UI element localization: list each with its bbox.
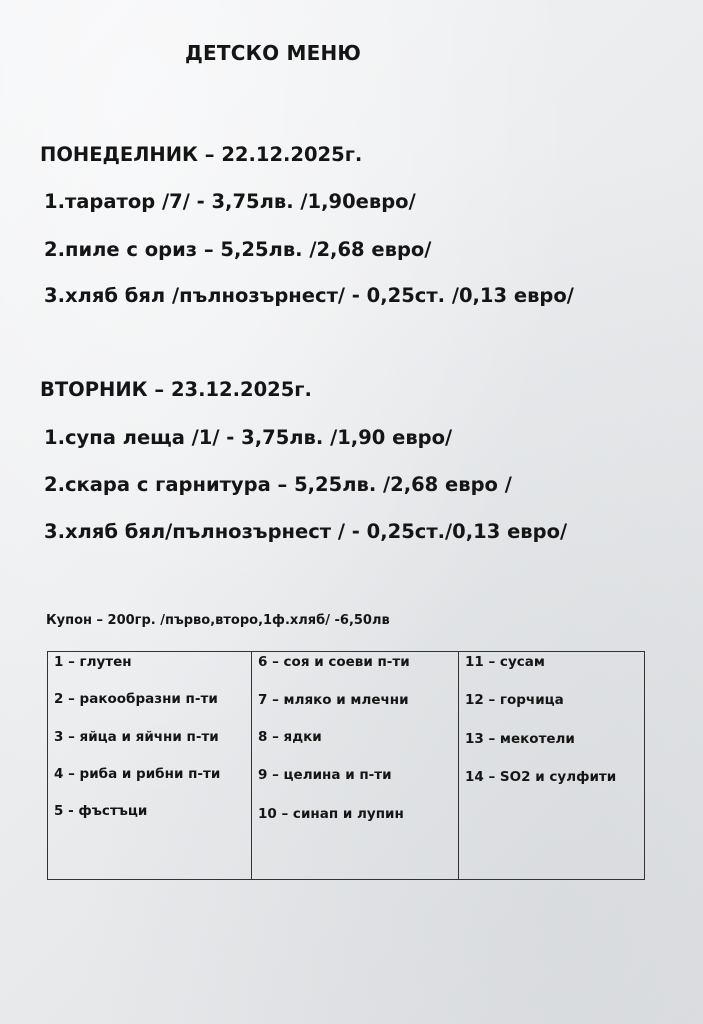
allergen-column-2 (251, 652, 458, 879)
menu-item-monday-3: 3.хляб бял /пълнозърнест/ - 0,25ст. /0,13 евро/ (44, 284, 574, 307)
allergen-item: 13 – мекотели (465, 731, 575, 747)
allergen-column-3 (458, 652, 644, 879)
allergen-item: 6 – соя и соеви п-ти (258, 654, 410, 670)
menu-item-monday-2: 2.пиле с ориз – 5,25лв. /2,68 евро/ (44, 238, 432, 261)
allergen-item: 7 – мляко и млечни (258, 692, 409, 708)
allergen-item: 4 – риба и рибни п-ти (54, 766, 221, 782)
allergen-item: 10 – синап и лупин (258, 806, 404, 822)
allergen-column-1 (48, 652, 251, 879)
menu-title: ДЕТСКО МЕНЮ (185, 41, 362, 65)
allergen-item: 14 – SO2 и сулфити (465, 769, 617, 785)
allergen-item: 5 - фъстъци (54, 803, 148, 819)
allergen-item: 12 – горчица (465, 692, 564, 708)
allergen-item: 3 – яйца и яйчни п-ти (54, 729, 219, 745)
menu-item-tuesday-2: 2.скара с гарнитура – 5,25лв. /2,68 евро / (44, 473, 512, 496)
day-heading-tuesday: ВТОРНИК – 23.12.2025г. (40, 378, 312, 401)
allergen-item: 9 – целина и п-ти (258, 767, 392, 783)
menu-item-tuesday-3: 3.хляб бял/пълнозърнест / - 0,25ст./0,13 евро/ (44, 520, 568, 543)
coupon-note: Купон – 200гр. /първо,второ,1ф.хляб/ -6,50лв (46, 613, 390, 628)
allergen-table (47, 651, 645, 880)
menu-item-tuesday-1: 1.супа леща /1/ - 3,75лв. /1,90 евро/ (44, 426, 453, 449)
allergen-item: 2 – ракообразни п-ти (54, 691, 218, 707)
allergen-item: 8 – ядки (258, 729, 322, 745)
allergen-item: 1 – глутен (54, 654, 132, 670)
day-heading-monday: ПОНЕДЕЛНИК – 22.12.2025г. (40, 143, 363, 166)
menu-item-monday-1: 1.таратор /7/ - 3,75лв. /1,90евро/ (44, 190, 416, 213)
allergen-item: 11 – сусам (465, 654, 545, 670)
